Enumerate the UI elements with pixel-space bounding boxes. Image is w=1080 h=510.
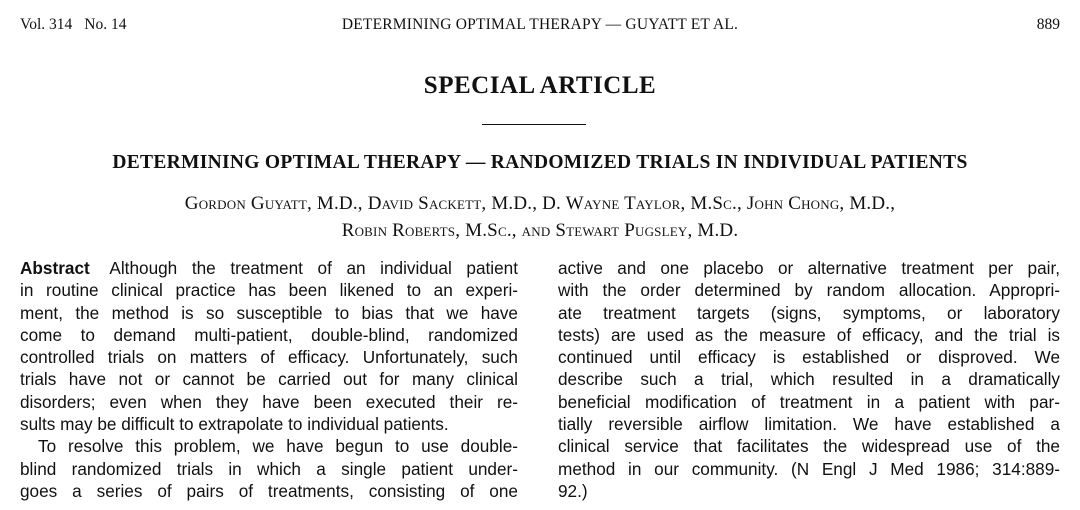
abstract-line: blind randomized trials in which a single patient under- <box>20 458 518 479</box>
abstract-line: clinical service that facilitates the widespread use of the <box>558 436 1060 457</box>
running-head <box>20 16 1060 38</box>
abstract-label: Abstract <box>20 258 90 278</box>
abstract-line: beneficial modification of treatment in a patient with par- <box>558 391 1060 412</box>
abstract-line: with the order determined by random allocation. Appropri- <box>558 280 1060 301</box>
abstract-line: ment, the method is so susceptible to bias that we have <box>20 302 518 323</box>
abstract-line: disorders; even when they have been executed their re- <box>20 391 518 412</box>
abstract-line: To resolve this problem, we have begun to use double- <box>38 436 518 457</box>
page-number: 889 <box>1036 16 1060 33</box>
abstract-line: 92.) <box>558 480 588 501</box>
volume: Vol. 314 <box>20 16 73 33</box>
abstract-line: trials have not or cannot be carried out for many clinical <box>20 369 518 390</box>
abstract-line: sults may be difficult to extrapolate to individual patients. <box>20 414 449 435</box>
abstract-line: ate treatment targets (signs, symptoms, or laboratory <box>558 302 1060 323</box>
author-list <box>40 190 1040 244</box>
abstract-line: controlled trials on matters of efficacy. Unfortunately, such <box>20 347 518 368</box>
abstract-line: active and one placebo or alternative treatment per pair, <box>558 258 1060 278</box>
abstract-column-left <box>20 257 518 502</box>
issue-number: No. 14 <box>84 16 127 33</box>
abstract-line: tially reversible airflow limitation. We have established a <box>558 414 1060 435</box>
abstract-line: describe such a trial, which resulted in a dramatically <box>558 369 1060 390</box>
abstract-line: goes a series of pairs of treatments, consisting of one <box>20 480 518 501</box>
running-title: DETERMINING OPTIMAL THERAPY — GUYATT ET AL. <box>341 16 739 33</box>
section-label: SPECIAL ARTICLE <box>423 72 657 99</box>
author-line: Gordon Guyatt, M.D., David Sackett, M.D., D. Wayne Taylor, M.Sc., John Chong, M.D., <box>184 193 896 214</box>
abstract-column-right <box>558 257 1060 502</box>
divider-rule <box>482 124 586 125</box>
abstract-line: come to demand multi-patient, double-blind, randomized <box>20 324 518 345</box>
abstract-line: in routine clinical practice has been likened to an experi- <box>20 280 518 301</box>
abstract-line: tests) are used as the measure of efficacy, and the trial is <box>558 324 1060 345</box>
abstract-line: continued until efficacy is established or disproved. We <box>558 347 1060 368</box>
article-title: DETERMINING OPTIMAL THERAPY — RANDOMIZED TRIALS IN INDIVIDUAL PATIENTS <box>112 152 968 173</box>
author-line: Robin Roberts, M.Sc., and Stewart Pugsley, M.D. <box>341 220 739 241</box>
abstract-line: method in our community. (N Engl J Med 1986; 314:889- <box>558 458 1060 479</box>
abstract-line: Abstract Although the treatment of an individual patient <box>20 258 519 278</box>
